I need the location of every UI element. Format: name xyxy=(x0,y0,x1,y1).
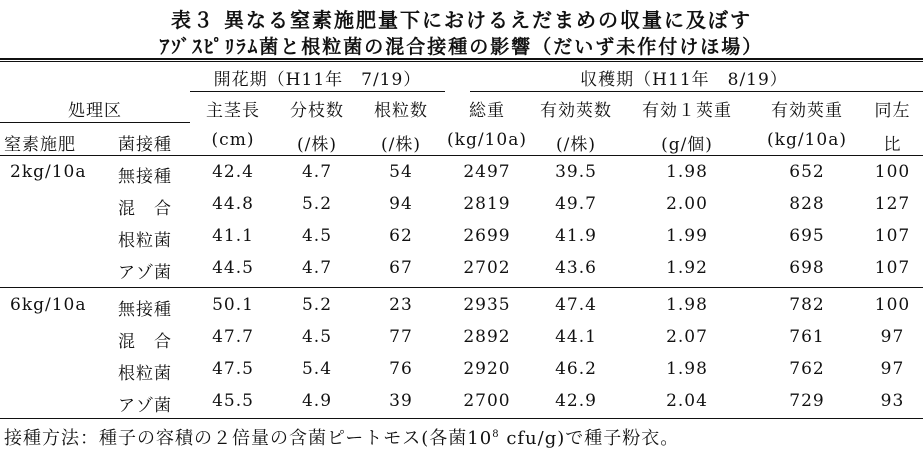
value-cell: 4.5 xyxy=(301,327,333,347)
inoculation-cell: 混 合 xyxy=(118,199,172,219)
value-cell: 652 xyxy=(789,162,825,182)
value-cell: 4.7 xyxy=(301,258,333,278)
value-cell: 94 xyxy=(389,194,413,214)
value-cell: 41.1 xyxy=(212,226,254,246)
footnote xyxy=(4,424,679,450)
value-cell: 47.5 xyxy=(212,359,254,379)
treatment-underline xyxy=(0,122,190,123)
value-cell: 695 xyxy=(789,226,825,246)
value-cell: 49.7 xyxy=(555,194,597,214)
inoculation-cell: 混 合 xyxy=(118,332,172,352)
value-cell: 729 xyxy=(789,391,825,411)
value-cell: 107 xyxy=(874,226,911,246)
value-cell: 1.98 xyxy=(666,359,708,379)
inoculation-cell: 無接種 xyxy=(118,167,172,187)
value-cell: 1.98 xyxy=(666,162,708,182)
treatment-header: 処理区 xyxy=(68,101,122,121)
value-cell: 39.5 xyxy=(555,162,597,182)
column-header: 有効莢数 xyxy=(540,101,612,121)
value-cell: 2935 xyxy=(463,295,511,315)
value-cell: 45.5 xyxy=(212,391,254,411)
value-cell: 5.4 xyxy=(301,359,333,379)
value-cell: 2.07 xyxy=(666,327,708,347)
column-header: 分枝数 xyxy=(290,101,344,121)
top-rule xyxy=(0,58,923,60)
value-cell: 97 xyxy=(880,359,905,379)
value-cell: 54 xyxy=(389,162,413,182)
column-unit: (/株) xyxy=(556,135,596,155)
inoculation-cell: 根粒菌 xyxy=(118,364,172,384)
column-unit: (/株) xyxy=(381,135,421,155)
header-flowering: 開花期（H11年 7/19） xyxy=(213,70,422,90)
column-header: 有効１莢重 xyxy=(642,101,732,121)
value-cell: 5.2 xyxy=(301,194,333,214)
value-cell: 2699 xyxy=(463,226,511,246)
column-header: 根粒数 xyxy=(374,101,428,121)
value-cell: 46.2 xyxy=(555,359,597,379)
value-cell: 2497 xyxy=(463,162,511,182)
group-rule xyxy=(0,287,923,288)
value-cell: 43.6 xyxy=(555,258,597,278)
footnote-exponent: 8 xyxy=(492,429,500,440)
value-cell: 761 xyxy=(789,327,825,347)
value-cell: 47.4 xyxy=(555,295,597,315)
footnote-text: 接種方法：種子の容積の２倍量の含菌ピートモス(各菌10 xyxy=(4,428,493,449)
value-cell: 100 xyxy=(874,295,911,315)
header-harvest: 収穫期（H11年 8/19） xyxy=(580,70,788,90)
value-cell: 67 xyxy=(389,258,413,278)
value-cell: 698 xyxy=(789,258,825,278)
column-header: 有効莢重 xyxy=(771,101,843,121)
header-rule xyxy=(0,155,923,156)
value-cell: 93 xyxy=(880,391,905,411)
column-unit: 比 xyxy=(883,135,902,155)
table-title: 表３ 異なる窒素施肥量下におけるえだまめの収量に及ぼす xyxy=(171,8,752,32)
value-cell: 44.8 xyxy=(212,194,254,214)
harvest-underline xyxy=(470,91,923,92)
nitrogen-level: 6kg/10a xyxy=(10,295,87,315)
column-unit: (kg/10a) xyxy=(767,130,847,150)
value-cell: 23 xyxy=(389,295,413,315)
value-cell: 782 xyxy=(789,295,825,315)
value-cell: 2700 xyxy=(463,391,511,411)
value-cell: 2892 xyxy=(463,327,511,347)
value-cell: 42.9 xyxy=(555,391,597,411)
value-cell: 107 xyxy=(874,258,911,278)
footnote-text-end: cfu/g)で種子粉衣。 xyxy=(499,428,680,449)
value-cell: 4.9 xyxy=(301,391,333,411)
column-header: 同左 xyxy=(874,101,911,121)
inoculation-cell: アゾ菌 xyxy=(118,263,172,283)
value-cell: 762 xyxy=(789,359,825,379)
value-cell: 2.00 xyxy=(666,194,708,214)
value-cell: 2920 xyxy=(463,359,511,379)
n-header: 窒素施肥 xyxy=(4,135,76,155)
value-cell: 1.92 xyxy=(666,258,708,278)
value-cell: 41.9 xyxy=(555,226,597,246)
column-unit: (kg/10a) xyxy=(447,130,527,150)
value-cell: 828 xyxy=(789,194,825,214)
bottom-rule xyxy=(0,418,923,419)
top-rule-inner xyxy=(0,61,923,62)
value-cell: 50.1 xyxy=(212,295,254,315)
value-cell: 127 xyxy=(874,194,911,214)
value-cell: 77 xyxy=(389,327,413,347)
value-cell: 97 xyxy=(880,327,905,347)
inoc-header: 菌接種 xyxy=(118,135,172,155)
flowering-underline xyxy=(190,91,445,92)
value-cell: 2819 xyxy=(463,194,511,214)
value-cell: 42.4 xyxy=(212,162,254,182)
nitrogen-level: 2kg/10a xyxy=(10,162,87,182)
value-cell: 1.98 xyxy=(666,295,708,315)
column-header: 総重 xyxy=(469,101,505,121)
value-cell: 39 xyxy=(389,391,413,411)
value-cell: 44.5 xyxy=(212,258,254,278)
value-cell: 62 xyxy=(389,226,413,246)
table-subtitle: ｱｿﾞｽﾋﾟﾘﾗﾑ菌と根粒菌の混合接種の影響（だいず未作付けほ場） xyxy=(159,36,764,58)
column-header: 主茎長 xyxy=(206,101,260,121)
value-cell: 76 xyxy=(389,359,413,379)
inoculation-cell: 根粒菌 xyxy=(118,231,172,251)
column-unit: (cm) xyxy=(211,130,255,150)
value-cell: 100 xyxy=(874,162,911,182)
column-unit: (g/個) xyxy=(661,135,713,155)
value-cell: 2702 xyxy=(463,258,511,278)
value-cell: 4.5 xyxy=(301,226,333,246)
value-cell: 1.99 xyxy=(666,226,708,246)
value-cell: 44.1 xyxy=(555,327,597,347)
inoculation-cell: 無接種 xyxy=(118,300,172,320)
column-unit: (/株) xyxy=(297,135,337,155)
value-cell: 4.7 xyxy=(301,162,333,182)
value-cell: 2.04 xyxy=(666,391,708,411)
value-cell: 47.7 xyxy=(212,327,254,347)
value-cell: 5.2 xyxy=(301,295,333,315)
inoculation-cell: アゾ菌 xyxy=(118,396,172,416)
